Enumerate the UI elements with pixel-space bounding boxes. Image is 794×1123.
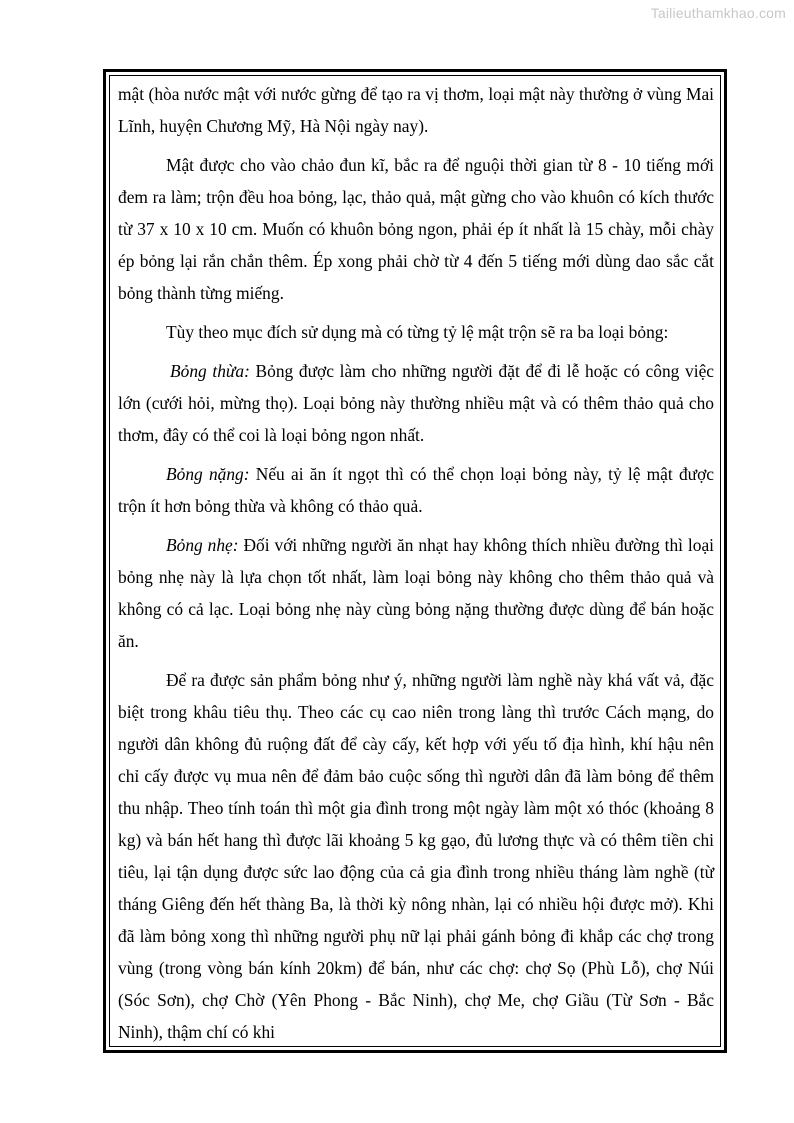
definition-bong-nhe: Đối với những người ăn nhạt hay không thích nhiều đường thì loại bỏng nhẹ này là lựa chọn tốt nhất, làm loại bỏng này không cho thêm thảo quả và không có cả lạc. Loại bỏng nhẹ này cùng bỏng nặng thường được dùng để bán hoặc ăn. bbox=[118, 535, 714, 651]
document-body bbox=[118, 78, 714, 1047]
definition-bong-nang: Nếu ai ăn ít ngọt thì có thể chọn loại bỏng này, tỷ lệ mật được trộn ít hơn bỏng thừa và không có thảo quả. bbox=[118, 464, 715, 516]
watermark: Tailieuthamkhao.com bbox=[650, 5, 786, 21]
paragraph-bong-thua bbox=[118, 355, 714, 451]
page-border bbox=[103, 69, 727, 1053]
term-bong-nhe: Bỏng nhẹ: bbox=[166, 535, 239, 555]
paragraph-process: Mật được cho vào chảo đun kĩ, bắc ra để nguội thời gian từ 8 - 10 tiếng mới đem ra làm; trộn đều hoa bỏng, lạc, thảo quả, mật gừng cho vào khuôn có kích thước từ 37 x 10 x 10 cm. Muốn có khuôn bỏng ngon, phải ép ít nhất là 15 chày, mỗi chày ép bỏng lại rắn chắn thêm. Ép xong phải chờ từ 4 đến 5 tiếng mới dùng dao sắc cắt bỏng thành từng miếng. bbox=[118, 155, 714, 303]
definition-bong-thua: Bỏng được làm cho những người đặt để đi lễ hoặc có công việc lớn (cưới hỏi, mừng thọ). Loại bỏng này thường nhiều mật và có thêm thảo quả cho thơm, đây có thể coi là loại bỏng ngon nhất. bbox=[118, 361, 715, 445]
paragraph-bong-nhe bbox=[118, 529, 714, 657]
paragraph-types-intro: Tùy theo mục đích sử dụng mà có từng tỷ lệ mật trộn sẽ ra ba loại bỏng: bbox=[166, 322, 669, 342]
term-bong-nang: Bỏng nặng: bbox=[166, 464, 250, 484]
page-border-inner bbox=[109, 75, 721, 1047]
paragraph-bong-nang bbox=[118, 458, 714, 522]
paragraph-sales: Để ra được sản phẩm bỏng như ý, những người làm nghề này khá vất vả, đặc biệt trong khâu tiêu thụ. Theo các cụ cao niên trong làng thì trước Cách mạng, do người dân không đủ ruộng đất để cày cấy, kết hợp với yếu tố địa hình, khí hậu nên chỉ cấy được vụ mua nên để đảm bảo cuộc sống thì người dân đã làm bỏng để thêm thu nhập. Theo tính toán thì một gia đình trong một ngày làm một xó thóc (khoảng 8 kg) và bán hết hang thì được lãi khoảng 5 kg gạo, đủ lương thực và có thêm tiền chi tiêu, lại tận dụng được sức lao động của cả gia đình trong nhiều tháng làm nghề (từ tháng Giêng đến hết thàng Ba, là thời kỳ nông nhàn, lại có nhiều hội được mở). Khi đã làm bỏng xong thì những người phụ nữ lại phải gánh bỏng đi khắp các chợ trong vùng (trong vòng bán kính 20km) để bán, như các chợ: chợ Sọ (Phù Lỗ), chợ Núi (Sóc Sơn), chợ Chờ (Yên Phong - Bắc Ninh), chợ Me, chợ Giầu (Từ Sơn - Bắc Ninh), thậm chí có khi bbox=[118, 670, 714, 1042]
term-bong-thua: Bỏng thừa: bbox=[170, 361, 250, 381]
paragraph-continuation: mật (hòa nước mật với nước gừng để tạo ra vị thơm, loại mật này thường ở vùng Mai Lĩnh, huyện Chương Mỹ, Hà Nội ngày nay). bbox=[118, 84, 714, 136]
